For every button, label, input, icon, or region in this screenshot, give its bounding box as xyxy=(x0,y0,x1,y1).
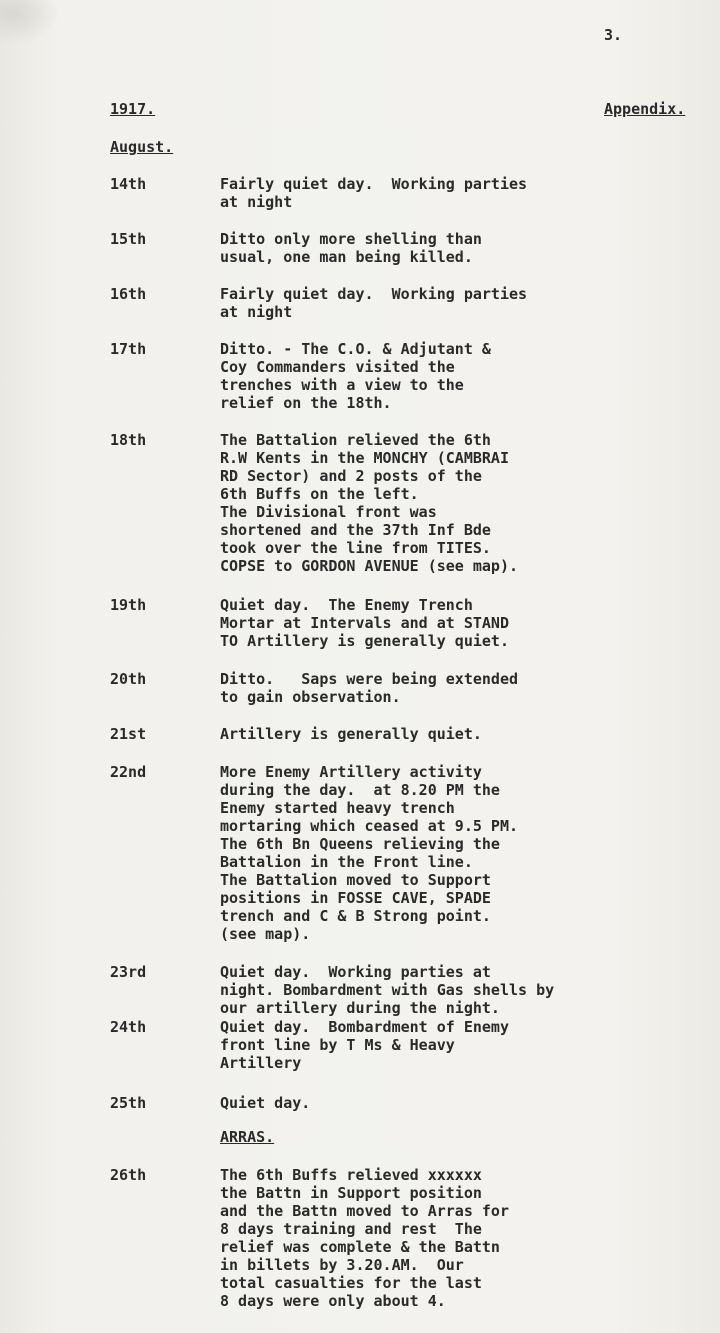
entry-text: Quiet day. xyxy=(220,1094,311,1112)
entry-date: 19th xyxy=(110,596,147,614)
entry-date: 24th xyxy=(110,1018,147,1036)
entry-text: The 6th Buffs relieved xxxxxx the Battn in Support position and the Battn moved to Arras for 8 days training and rest The relief was complete & the Battn in billets by 3.20.AM. Our total casualties for the last 8 days were only about 4. xyxy=(220,1166,509,1310)
entry-text: Fairly quiet day. Working parties at night xyxy=(220,175,528,211)
entry-date: 17th xyxy=(110,340,147,358)
entry-date: 23rd xyxy=(110,963,147,981)
entry-text: Fairly quiet day. Working parties at night xyxy=(220,285,528,321)
entry-date: 16th xyxy=(110,285,147,303)
entry-text: Quiet day. The Enemy Trench Mortar at Intervals and at STAND TO Artillery is generally quiet. xyxy=(220,596,509,650)
entry-text: Artillery is generally quiet. xyxy=(220,725,482,743)
entry-date: 21st xyxy=(110,725,147,743)
year-heading: 1917. xyxy=(110,100,156,118)
entry-text: Ditto. Saps were being extended to gain observation. xyxy=(220,670,519,706)
entry-date: 25th xyxy=(110,1094,147,1112)
entry-text: Quiet day. Working parties at night. Bombardment with Gas shells by our artillery during the night. xyxy=(220,963,555,1017)
entry-date: 15th xyxy=(110,230,147,248)
entry-text: More Enemy Artillery activity during the day. at 8.20 PM the Enemy started heavy trench mortaring which ceased at 9.5 PM. The 6th Bn Queens relieving the Battalion in the Front line. The Battalion moved to Support positions in FOSSE CAVE, SPADE trench and C & B Strong point. (see map). xyxy=(220,763,519,943)
section-heading-arras: ARRAS. xyxy=(220,1128,275,1146)
appendix-heading: Appendix. xyxy=(604,100,686,118)
entry-text: The Battalion relieved the 6th R.W Kents in the MONCHY (CAMBRAI RD Sector) and 2 posts of the 6th Buffs on the left. The Divisional front was shortened and the 37th Inf Bde took over the line from TITES. COPSE to GORDON AVENUE (see map). xyxy=(220,431,519,575)
page-number: 3. xyxy=(604,26,623,44)
entry-text: Ditto only more shelling than usual, one man being killed. xyxy=(220,230,482,266)
entry-date: 14th xyxy=(110,175,147,193)
entry-date: 26th xyxy=(110,1166,147,1184)
entry-text: Quiet day. Bombardment of Enemy front line by T Ms & Heavy Artillery xyxy=(220,1018,509,1072)
entry-date: 20th xyxy=(110,670,147,688)
entry-text: Ditto. - The C.O. & Adjutant & Coy Commanders visited the trenches with a view to the relief on the 18th. xyxy=(220,340,491,412)
month-heading: August. xyxy=(110,138,174,156)
paper-smudge xyxy=(0,0,60,45)
entry-date: 22nd xyxy=(110,763,147,781)
entry-date: 18th xyxy=(110,431,147,449)
